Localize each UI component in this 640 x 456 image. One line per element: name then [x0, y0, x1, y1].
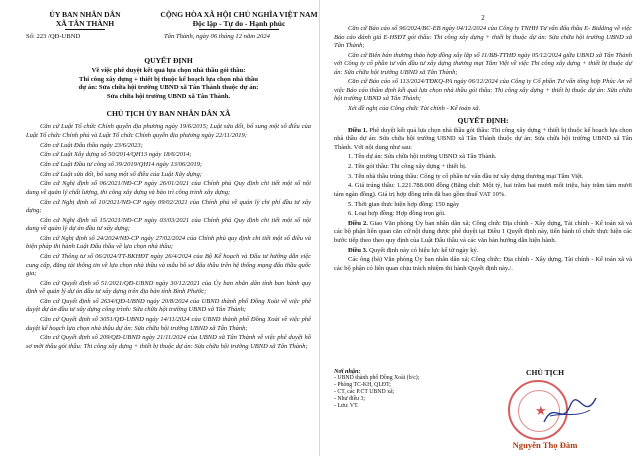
- legal-basis: Căn cứ Thông tư số 06/2024/TT-BKHĐT ngày 26/4/2024 của Bộ Kế hoạch và Đầu tư hướng dẫn việc cung cấp, đăng tải thông tin về lựa chọn nhà thầu và mẫu hồ sơ đấu thầu trên hệ thống mạng đấu thầu quốc gia;: [26, 253, 311, 278]
- legal-basis: Căn cứ Nghị định số 24/2024/NĐ-CP ngày 27/02/2024 của Chính phủ quy định chi tiết một số điều và biện pháp thi hành Luật Đấu thầu về lựa chọn nhà thầu;: [26, 234, 311, 251]
- legal-basis: Căn cứ Nghị định số 15/2021/NĐ-CP ngày 03/03/2021 của Chính phủ Quy định chi tiết một số nội dung về quản lý dự án đầu tư xây dựng;: [26, 216, 311, 233]
- legal-basis: Căn cứ Luật Đầu tư công số 39/2019/QH14 ngày 13/06/2019;: [40, 160, 203, 168]
- document-header: [26, 10, 318, 54]
- document-number: Số: 223 /QĐ-UBND: [26, 33, 81, 40]
- legal-basis: Căn cứ Quyết định số 2634/QĐ-UBND ngày 20/8/2024 của UBND thành phố Đồng Xoài về việc phê duyệt dự án đầu tư xây dựng công trình: Sửa chữa hội trường UBND xã Tân Thành;: [26, 297, 311, 314]
- legal-basis: Căn cứ Quyết định số 209/QĐ-UBND ngày 21/11/2024 của UBND xã Tân Thành về việc phê duyệt hồ sơ mời thầu gói thầu: Thi công xây dựng + thiết bị thuộc dự án: Sửa chữa hội trường UBND xã Tân Thành;: [26, 334, 311, 350]
- article-item: 1. Tên dự án: Sửa chữa hội trường UBND xã Tân Thành.: [348, 153, 497, 161]
- legal-basis: Căn cứ Nghị định số 10/2021/NĐ-CP ngày 09/02/2021 của Chính phủ về quản lý chi phí đầu tư xây dựng;: [26, 198, 311, 214]
- legal-basis: Căn cứ Luật Đấu thầu ngày 23/6/2023;: [40, 141, 143, 149]
- article-item: 3. Tên nhà thầu trúng thầu: Công ty cổ phần tư vấn đầu tư xây dựng thương mại Tâm Việt.: [348, 172, 584, 180]
- article-1: Điều 1. Phê duyệt kết quả lựa chọn nhà thầu gói thầu: Thi công xây dựng + thiết bị thuộc kế hoạch lựa chọn nhà thầu dự án: Sửa chữa hội trường UBND xã Tân Thành thuộc dự án: Sửa chữa hội trường UBND xã Tân Thành. Với nội dung như sau:: [334, 126, 633, 151]
- recipients-block: [334, 368, 464, 411]
- legal-basis: Căn cứ Quyết định số 51/2021/QĐ-UBND ngày 30/12/2021 của Ủy ban nhân dân tỉnh ban hành quy định về quản lý dự án đầu tư xây dựng trên địa bàn tỉnh Bình Phước;: [26, 279, 311, 296]
- recipient-item: - Phòng TC-KH, QLĐT;: [334, 382, 391, 389]
- legal-basis: Căn cứ Quyết định số 3051/QĐ-UBND ngày 14/11/2024 của UBND thành phố Đồng Xoài về việc phê duyệt kế hoạch lựa chọn nhà thầu dự án: Sửa chữa hội trường UBND xã Tân Thành;: [26, 316, 311, 332]
- legal-basis: Căn cứ Luật Tổ chức Chính quyền địa phương ngày 19/6/2015; Luật sửa đổi, bổ sung một số điều của Luật Tổ chức Chính phủ và Luật Tổ chức Chính quyền địa phương ngày 22/11/2019;: [26, 123, 311, 139]
- legal-basis: Căn cứ Luật sửa đổi, bổ sung một số điều của Luật Xây dựng;: [40, 170, 202, 178]
- recipients-title: Nơi nhận:: [334, 368, 361, 375]
- legal-basis: Căn cứ Báo cáo số 113/2024/TĐKQ-PA ngày 06/12/2024 của Công ty Cổ phần Tư vấn tổng hợp Phúc An về việc Báo cáo thẩm định kết quả lựa chọn nhà thầu gói thầu: Thi công xây dựng + thiết bị thuộc dự án: Sửa chữa hội trường UBND xã Tân Thành;: [334, 78, 632, 103]
- article-3: Điều 3. Quyết định này có hiệu lực kể từ ngày ký.: [348, 246, 479, 254]
- closing-clause: Các ông (bà) Văn phòng Ủy ban nhân dân xã; Công chức: Địa chính - Xây dựng, Tài chính - Kế toán xã và các bộ phận có liên quan chịu trách nhiệm thi hành Quyết định này./.: [334, 256, 632, 272]
- recipient-item: - Như điều 3;: [334, 396, 365, 403]
- article-item: 2. Tên gói thầu: Thi công xây dựng + thiết bị.: [348, 162, 467, 170]
- decision-heading: QUYẾT ĐỊNH:: [457, 115, 509, 125]
- recipient-item: - CT, các P.CT UBND xã;: [334, 389, 395, 396]
- legal-basis: Xét đề nghị của Công chức Tài chính - Kế toán xã.: [348, 105, 481, 113]
- legal-basis: Căn cứ Nghị định số 06/2021/NĐ-CP ngày 26/01/2021 của Chính phủ Quy định chi tiết một số nội dung về quản lý chất lượng, thi công xây dựng và bảo trì công trình xây dựng;: [26, 180, 311, 196]
- issuing-authority: ỦY BAN NHÂN DÂN XÃ TÂN THÀNH: [49, 10, 121, 28]
- legal-basis: Căn cứ Biên bản thương thảo hợp đồng xây lắp số 11/BB-TTHĐ ngày 05/12/2024 giữa UBND xã Tân Thành với Công ty cổ phần tư vấn đầu tư xây dựng thương mại Tâm Việt về việc Thi công xây dựng + thiết bị thuộc dự án: Sửa chữa hội trường UBND xã Tân Thành;: [334, 51, 632, 76]
- legal-basis: Căn cứ Báo cáo số 96/2024/BC-EB ngày 04/12/2024 của Công ty TNHH Tư vấn đấu thầu E- Bidding về việc Báo cáo đánh giá E-HSĐT gói thầu: Thi công xây dựng + thiết bị thuộc dự án: Sửa chữa hội trường UBND xã Tân Thành;: [334, 25, 632, 49]
- divider: [199, 29, 279, 30]
- signer-name: Nguyễn Thọ Đàm: [512, 440, 578, 450]
- page-number: 2: [481, 14, 485, 22]
- recipient-item: - Lưu: VT.: [334, 403, 359, 410]
- legal-basis: Căn cứ Luật Xây dựng số 50/2014/QH13 ngày 18/6/2014;: [40, 151, 192, 159]
- article-item: 5. Thời gian thực hiện hợp đồng: 150 ngày: [348, 200, 460, 208]
- divider: [65, 29, 105, 30]
- document-date: Tân Thành, ngày 06 tháng 12 năm 2024: [164, 33, 270, 40]
- article-item: 4. Giá trúng thầu: 1.221.788.000 đồng (Bằng chữ: Một tỷ, hai trăm hai mươi mốt triệu, bảy trăm tám mươi tám ngàn đồng). Giá trị hợp đồng trên đã bao gồm thuế VAT 10%.: [334, 182, 632, 198]
- recipient-item: - UBND thành phố Đồng Xoài (b/c);: [334, 375, 420, 382]
- document-title: QUYẾT ĐỊNH: [144, 56, 193, 65]
- document-subject: Về việc phê duyệt kết quả lựa chọn nhà thầu gói thầu: Thi công xây dựng + thiết bị thuộc kế hoạch lựa chọn nhà thầu dự án: Sửa chữa hội trường UBND xã Tân Thành thuộc dự án: Sửa chữa hội trường UBND xã Tân Thành.: [78, 67, 259, 100]
- authority-heading: CHỦ TỊCH ỦY BAN NHÂN DÂN XÃ: [106, 109, 231, 119]
- signature-block: [470, 368, 620, 450]
- article-2: Điều 2. Giao Văn phòng Ủy ban nhân dân xã; Công chức Địa chính - Xây dựng, Tài chính - Kế toán xã và các bộ phận liên quan căn cứ nội dung được phê duyệt tại Điều 1 Quyết định này, tiến hành tổ chức thực hiện các bước tiếp theo theo quy định của Luật Đấu thầu và các văn bản hướng dẫn hiện hành.: [334, 219, 633, 244]
- document-page-2: [320, 0, 640, 456]
- star-icon: ★: [535, 403, 547, 418]
- article-item: 6. Loại hợp đồng: Hợp đồng trọn gói.: [348, 210, 446, 218]
- signer-title: CHỦ TỊCH: [525, 368, 565, 377]
- national-motto: CỘNG HÒA XÃ HỘI CHỦ NGHĨA VIỆT NAM Độc lập - Tự do - Hạnh phúc: [160, 10, 318, 28]
- handwritten-signature: [540, 392, 600, 432]
